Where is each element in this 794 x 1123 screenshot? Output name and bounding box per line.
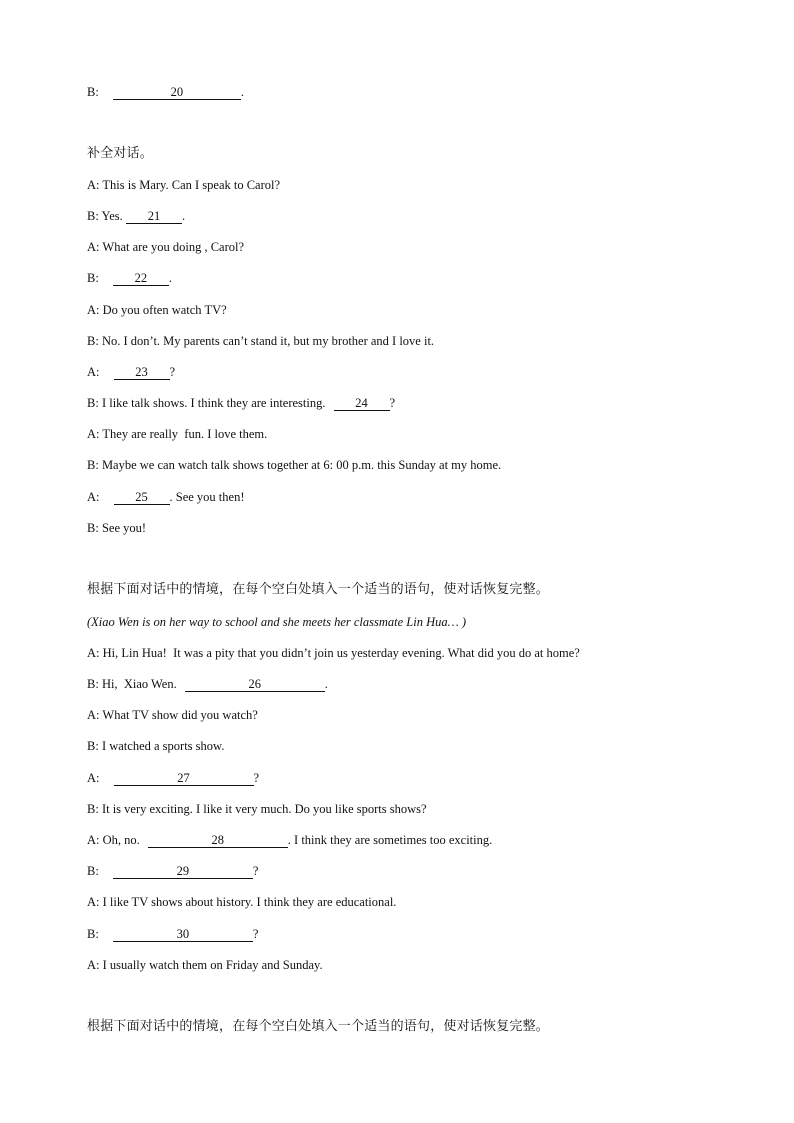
speaker-label: B:: [87, 802, 99, 816]
speaker-label: B:: [87, 521, 99, 535]
answer-blank-23[interactable]: 23: [114, 366, 170, 380]
line-text: This is Mary. Can I speak to Carol?: [102, 178, 281, 192]
line-text: I usually watch them on Friday and Sunday.: [102, 958, 323, 972]
answer-blank-20[interactable]: 20: [113, 86, 241, 100]
dialogue-line: [87, 645, 580, 661]
line-punct: .: [240, 85, 244, 99]
speaker-label: A:: [87, 708, 100, 722]
dialogue-line: [87, 832, 492, 848]
dialogue-line: [87, 208, 185, 224]
dialogue-line-b20: [87, 84, 244, 100]
line-punct: ?: [169, 365, 176, 379]
speaker-label: A:: [87, 771, 100, 785]
speaker-label: A:: [87, 240, 100, 254]
dialogue-line: [87, 957, 323, 973]
section3-instruction: 根据下面对话中的情境，在每个空白处填入一个适当的语句，使对话恢复完整。: [87, 1019, 550, 1034]
dialogue-line: [87, 270, 172, 286]
speaker-label: A:: [87, 490, 100, 504]
dialogue-line: [87, 707, 258, 723]
answer-blank-28[interactable]: 28: [148, 834, 288, 848]
line-punct: ?: [252, 927, 259, 941]
speaker-label: B:: [87, 677, 99, 691]
line-text: I like talk shows. I think they are interesting.: [101, 396, 326, 410]
speaker-label: A:: [87, 958, 100, 972]
line-text: Yes.: [101, 209, 123, 223]
answer-blank-25[interactable]: 25: [114, 491, 170, 505]
answer-blank-30[interactable]: 30: [113, 928, 253, 942]
speaker-label: A:: [87, 895, 100, 909]
dialogue-line: [87, 926, 258, 942]
line-punct: .: [168, 271, 172, 285]
line-text: No. I don’t. My parents can’t stand it, but my brother and I love it.: [101, 334, 435, 348]
answer-blank-22[interactable]: 22: [113, 272, 169, 286]
line-punct: .: [324, 677, 328, 691]
speaker-label: B:: [87, 271, 99, 285]
answer-blank-27[interactable]: 27: [114, 772, 254, 786]
line-text: Maybe we can watch talk shows together at 6: 00 p.m. this Sunday at my home.: [101, 458, 502, 472]
speaker-label: A:: [87, 427, 100, 441]
dialogue-line: [87, 738, 224, 754]
section1-instruction: 补全对话。: [87, 146, 154, 161]
line-text: See you!: [101, 521, 147, 535]
speaker-label: B:: [87, 458, 99, 472]
line-punct: ?: [389, 396, 396, 410]
line-text: What are you doing , Carol?: [102, 240, 245, 254]
dialogue-line: [87, 302, 227, 318]
line-text: What TV show did you watch?: [102, 708, 258, 722]
answer-blank-29[interactable]: 29: [113, 865, 253, 879]
speaker-label: B:: [87, 927, 99, 941]
line-text: . I think they are sometimes too exciting.: [287, 833, 493, 847]
answer-blank-24[interactable]: 24: [334, 397, 390, 411]
speaker-label: B:: [87, 334, 99, 348]
speaker-label: B:: [87, 396, 99, 410]
dialogue-line: [87, 863, 258, 879]
speaker-label: A:: [87, 303, 100, 317]
line-text: Oh, no.: [102, 833, 140, 847]
line-text: . See you then!: [169, 490, 245, 504]
line-text: I watched a sports show.: [101, 739, 225, 753]
dialogue-line: [87, 364, 175, 380]
dialogue-line: [87, 676, 328, 692]
line-punct: ?: [253, 771, 260, 785]
speaker-label: B:: [87, 864, 99, 878]
section2-instruction: 根据下面对话中的情境，在每个空白处填入一个适当的语句，使对话恢复完整。: [87, 582, 550, 597]
speaker-label: B:: [87, 85, 99, 99]
answer-blank-21[interactable]: 21: [126, 210, 182, 224]
dialogue-context: (Xiao Wen is on her way to school and she meets her classmate Lin Hua… ): [87, 615, 467, 629]
dialogue-line: [87, 894, 396, 910]
dialogue-line: [87, 395, 395, 411]
line-text: Do you often watch TV?: [102, 303, 227, 317]
line-text: They are really fun. I love them.: [102, 427, 268, 441]
line-text: I like TV shows about history. I think they are educational.: [102, 895, 397, 909]
dialogue-line: [87, 239, 244, 255]
dialogue-line: [87, 520, 146, 536]
line-text: It is very exciting. I like it very much. Do you like sports shows?: [101, 802, 427, 816]
dialogue-line: [87, 457, 501, 473]
dialogue-line: [87, 426, 267, 442]
dialogue-line: [87, 333, 434, 349]
speaker-label: A:: [87, 365, 100, 379]
dialogue-line: [87, 770, 259, 786]
speaker-label: B:: [87, 739, 99, 753]
dialogue-line: [87, 489, 244, 505]
speaker-label: A:: [87, 833, 100, 847]
dialogue-line: [87, 801, 427, 817]
line-punct: .: [181, 209, 186, 223]
answer-blank-26[interactable]: 26: [185, 678, 325, 692]
line-text: Hi, Lin Hua! It was a pity that you didn’t join us yesterday evening. What did you do at home?: [102, 646, 580, 660]
speaker-label: A:: [87, 178, 100, 192]
dialogue-line: [87, 177, 280, 193]
line-punct: ?: [252, 864, 259, 878]
speaker-label: B:: [87, 209, 99, 223]
line-text: Hi, Xiao Wen.: [101, 677, 177, 691]
speaker-label: A:: [87, 646, 100, 660]
